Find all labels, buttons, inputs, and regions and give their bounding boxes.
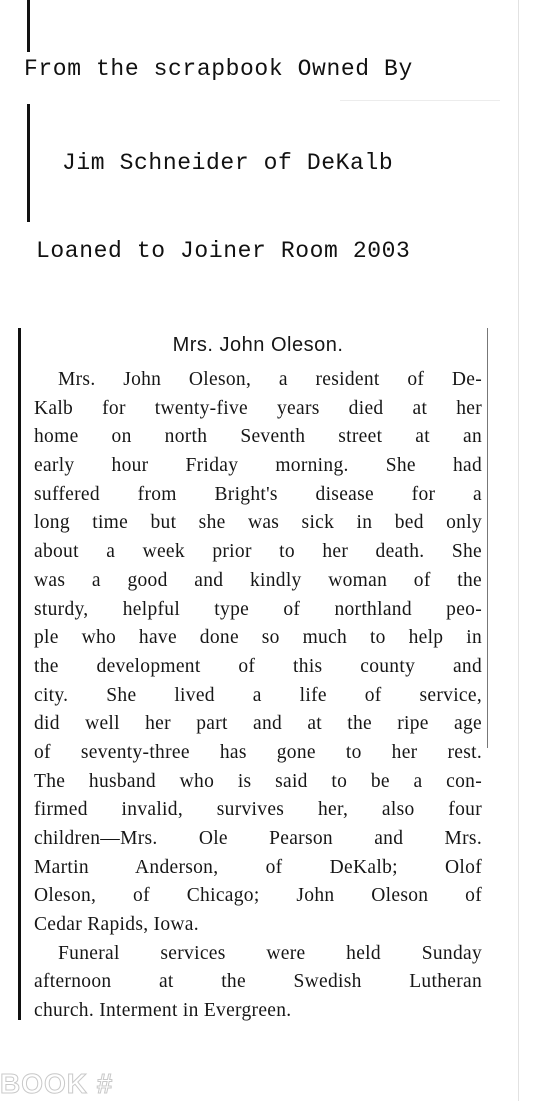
text-line: the development of this county and: [34, 655, 482, 677]
text-line: Cedar Rapids, Iowa.: [34, 914, 199, 936]
text-line: children—Mrs. Ole Pearson and Mrs.: [34, 828, 482, 849]
text-line: home on north Seventh street at an: [34, 426, 482, 448]
margin-rule-top: [27, 0, 30, 52]
text-line: sturdy, helpful type of northland peo-: [34, 598, 482, 620]
header-line-scrapbook-owner: From the scrapbook Owned By: [24, 56, 413, 82]
obituary-paragraph-1: [34, 366, 482, 940]
text-line: Funeral services were held Sunday: [58, 942, 482, 964]
newspaper-clipping: [34, 330, 482, 1026]
text-line: about a week prior to her death. She: [34, 541, 482, 563]
text-line: ple who have done so much to help in: [34, 627, 482, 649]
text-line: did well her part and at the ripe age: [34, 713, 482, 735]
obituary-paragraph-2: [34, 940, 482, 1026]
text-line: The husband who is said to be a con-: [34, 770, 482, 792]
header-line-loan-note: Loaned to Joiner Room 2003: [36, 238, 411, 264]
header-line-owner-name: Jim Schneider of DeKalb: [62, 150, 394, 176]
text-line: city. She lived a life of service,: [34, 684, 482, 706]
text-line: afternoon at the Swedish Lutheran: [34, 971, 482, 993]
obituary-headline: Mrs. John Oleson.: [172, 334, 344, 356]
margin-rule-middle: [27, 104, 30, 222]
text-line: early hour Friday morning. She had: [34, 455, 482, 477]
text-line: Martin Anderson, of DeKalb; Olof: [34, 856, 482, 878]
text-line: suffered from Bright's disease for a: [34, 483, 482, 505]
page-edge-shadow: [518, 0, 519, 1101]
text-line: church. Interment in Evergreen.: [34, 1000, 292, 1022]
text-line: firmed invalid, survives her, also four: [34, 799, 482, 821]
faint-rule: [340, 100, 500, 101]
text-line: was a good and kindly woman of the: [34, 569, 482, 591]
text-line: Mrs. John Oleson, a resident of De-: [58, 369, 482, 390]
clipping-right-edge: [487, 328, 488, 748]
text-line: Oleson, of Chicago; John Oleson of: [34, 885, 482, 907]
book-number-stamp: BOOK #: [0, 1068, 114, 1099]
text-line: Kalb for twenty-five years died at her: [34, 397, 482, 419]
text-line: of seventy-three has gone to her rest.: [34, 741, 482, 763]
clipping-left-edge: [18, 328, 21, 1020]
text-line: long time but she was sick in bed only: [34, 512, 482, 534]
